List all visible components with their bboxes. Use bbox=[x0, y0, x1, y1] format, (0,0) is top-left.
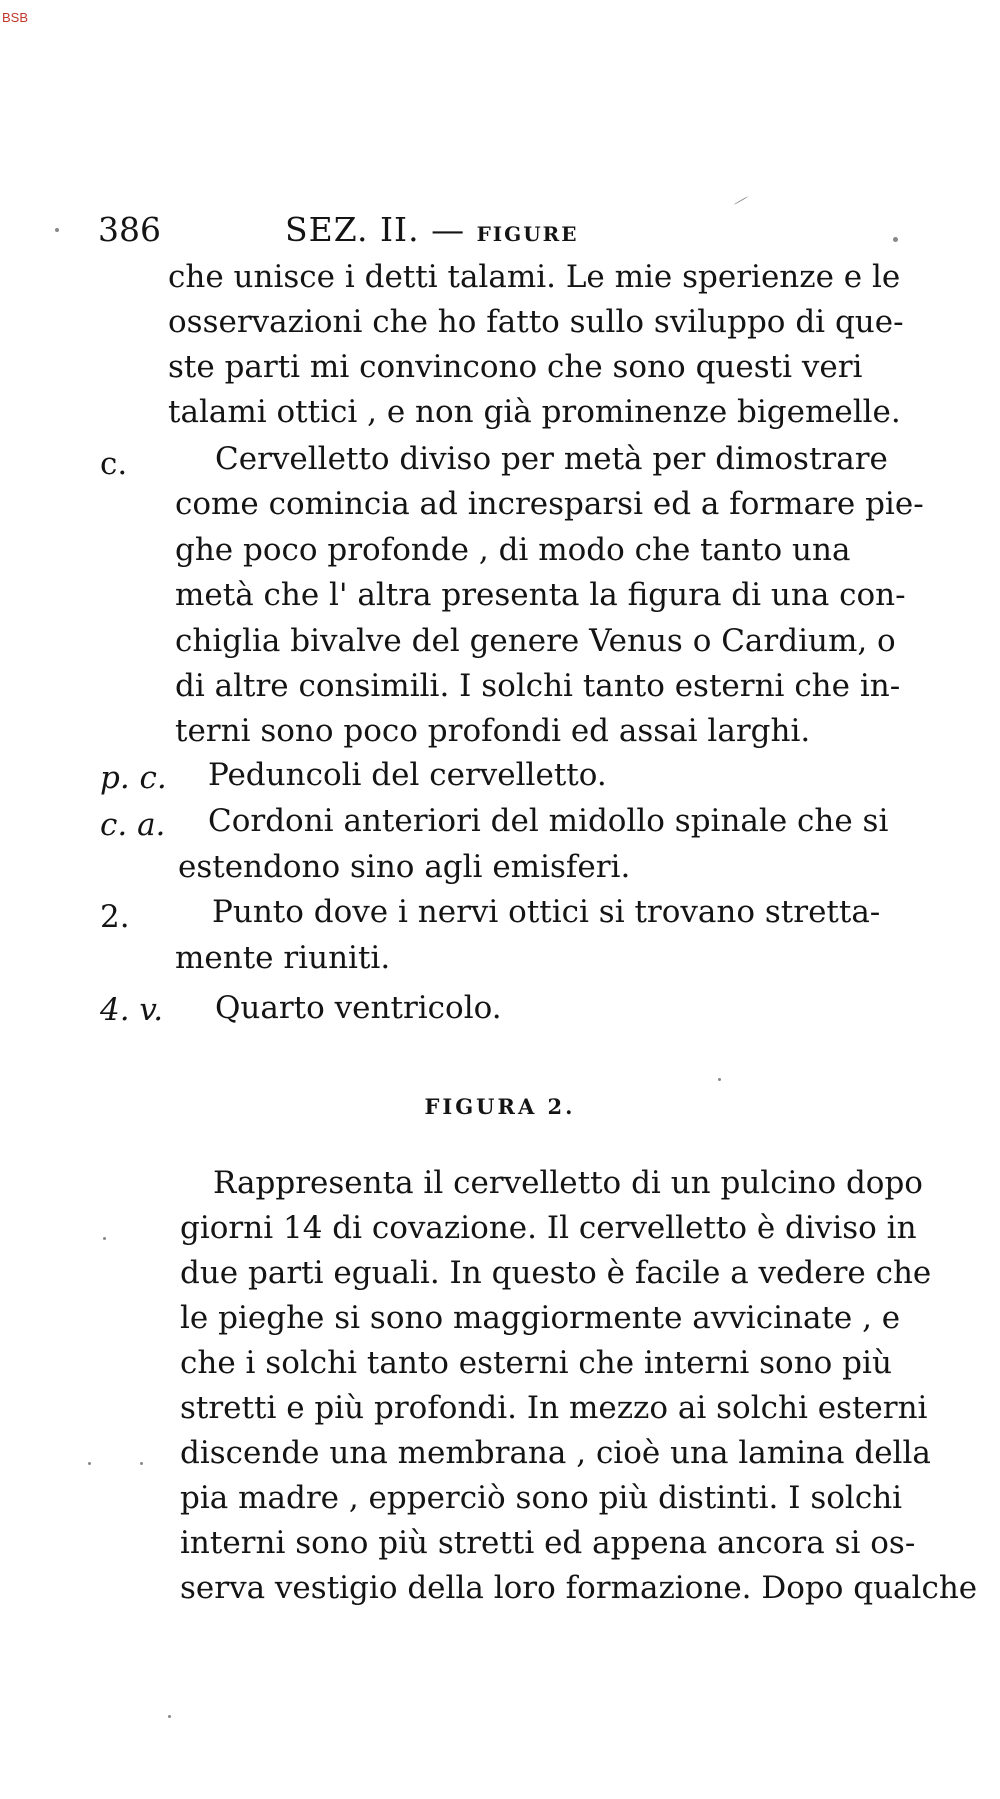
text-line: Rappresenta il cervelletto di un pulcino dopo bbox=[213, 1165, 923, 1201]
text-line: due parti eguali. In questo è facile a vedere che bbox=[180, 1255, 932, 1291]
running-header bbox=[0, 210, 1000, 260]
text-line: le pieghe si sono maggiormente avvicinate , e bbox=[180, 1300, 901, 1336]
entry-line: di altre consimili. I solchi tanto esterni che in- bbox=[175, 668, 901, 704]
entry-label: 4. v. bbox=[100, 992, 164, 1028]
scan-speck bbox=[140, 1462, 143, 1465]
entry-line: Cervelletto diviso per metà per dimostrare bbox=[215, 441, 888, 477]
entry-line: chiglia bivalve del genere Venus o Cardium, o bbox=[175, 623, 896, 659]
text-line: osservazioni che ho fatto sullo sviluppo di que- bbox=[168, 304, 904, 340]
scan-speck bbox=[88, 1462, 91, 1465]
entry-line: Peduncoli del cervelletto. bbox=[208, 757, 607, 793]
section-caps: FIGURE bbox=[476, 222, 579, 246]
section-label: SEZ. II. — bbox=[285, 210, 466, 249]
text-line: stretti e più profondi. In mezzo ai solchi esterni bbox=[180, 1390, 928, 1426]
entry-line: Cordoni anteriori del midollo spinale che si bbox=[208, 803, 889, 839]
text-line: che unisce i detti talami. Le mie sperienze e le bbox=[168, 259, 901, 295]
entry-label: 2. bbox=[100, 899, 130, 935]
entry-line: Punto dove i nervi ottici si trovano stretta- bbox=[212, 894, 881, 930]
text-line: che i solchi tanto esterni che interni sono più bbox=[180, 1345, 892, 1381]
entry-line: Quarto ventricolo. bbox=[215, 990, 502, 1026]
text-line: pia madre , epperciò sono più distinti. I solchi bbox=[180, 1480, 903, 1516]
entry-line: estendono sino agli emisferi. bbox=[178, 849, 631, 885]
running-head bbox=[285, 210, 579, 249]
text-line: giorni 14 di covazione. Il cervelletto è diviso in bbox=[180, 1210, 917, 1246]
scan-speck bbox=[893, 237, 898, 242]
text-line: serva vestigio della loro formazione. Dopo qualche bbox=[180, 1570, 978, 1606]
entry-label: c. a. bbox=[100, 807, 166, 843]
scan-speck bbox=[103, 1237, 106, 1240]
scan-speck bbox=[168, 1715, 171, 1718]
scan-speck bbox=[55, 228, 59, 232]
entry-line: metà che l' altra presenta la figura di una con- bbox=[175, 577, 906, 613]
scan-speck bbox=[734, 196, 748, 205]
scan-speck bbox=[718, 1078, 721, 1081]
library-watermark: BSB bbox=[2, 10, 29, 25]
entry-label: c. bbox=[100, 446, 128, 482]
page-number: 386 bbox=[98, 210, 161, 249]
entry-line: come comincia ad incresparsi ed a formare pie- bbox=[175, 486, 924, 522]
entry-line: mente riuniti. bbox=[175, 940, 391, 976]
entry-line: ghe poco profonde , di modo che tanto una bbox=[175, 532, 851, 568]
figure-heading: FIGURA 2. bbox=[424, 1094, 576, 1119]
entry-label: p. c. bbox=[100, 760, 167, 796]
text-line: interni sono più stretti ed appena ancora si os- bbox=[180, 1525, 916, 1561]
entry-line: terni sono poco profondi ed assai larghi. bbox=[175, 713, 811, 749]
text-line: talami ottici , e non già prominenze bigemelle. bbox=[168, 394, 901, 430]
text-line: discende una membrana , cioè una lamina della bbox=[180, 1435, 931, 1471]
text-line: ste parti mi convincono che sono questi veri bbox=[168, 349, 863, 385]
